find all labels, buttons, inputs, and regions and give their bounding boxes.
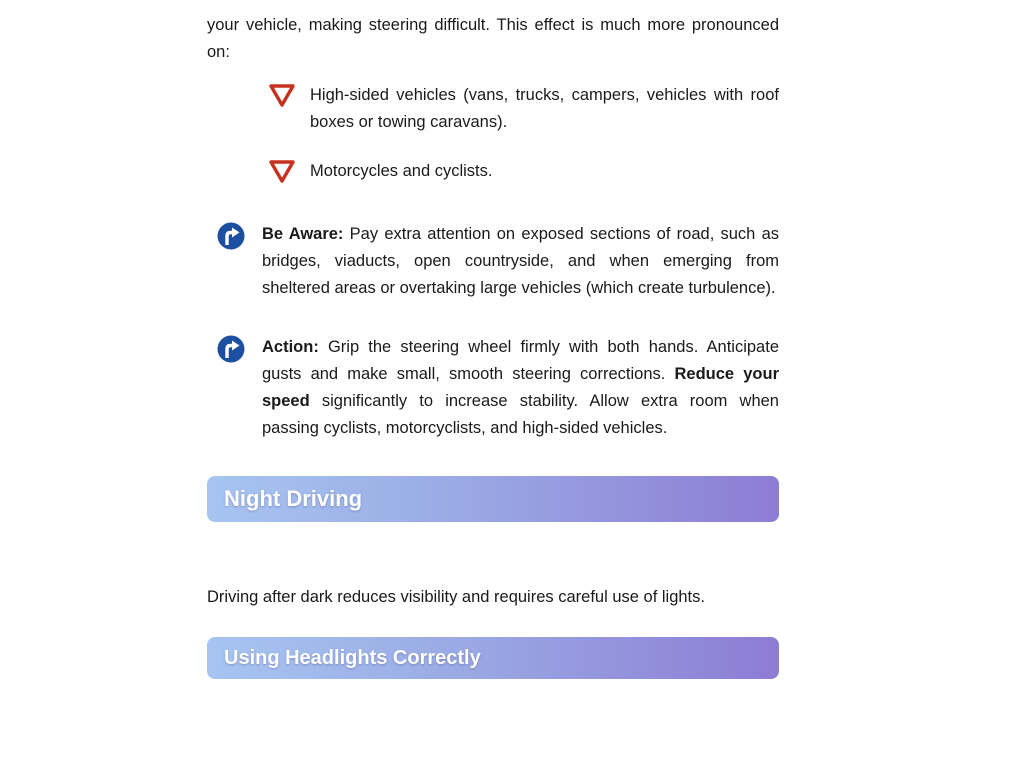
night-driving-paragraph: Driving after dark reduces visibility and requires careful use of lights. bbox=[207, 588, 705, 606]
section-header-using-headlights bbox=[207, 637, 779, 679]
bullet-list bbox=[207, 82, 779, 189]
turn-right-icon bbox=[217, 221, 245, 302]
note-text: Be Aware: Pay extra attention on exposed sections of road, such as bridges, viaducts, open countryside, and when emerging from sheltered areas or overtaking large vehicles (which create turbulence). bbox=[262, 225, 780, 297]
note-action bbox=[207, 334, 779, 442]
intro-paragraph: your vehicle, making steering difficult. This effect is much more pronounced on: bbox=[207, 16, 779, 61]
yield-triangle-icon bbox=[269, 158, 295, 189]
note-text: Action: Grip the steering wheel firmly with both hands. Anticipate gusts and make small, smooth steering corrections. Reduce your speed significantly to increase stability. Allow extra room when passing cyclists, motorcyclists, and high-sided vehicles. bbox=[262, 338, 779, 437]
list-item-text: High-sided vehicles (vans, trucks, campers, vehicles with roof boxes or towing caravans). bbox=[310, 86, 779, 131]
turn-right-icon bbox=[217, 334, 245, 442]
list-item bbox=[207, 82, 779, 136]
document-page bbox=[207, 0, 779, 679]
subsection-title: Using Headlights Correctly bbox=[224, 646, 481, 669]
list-item-text: Motorcycles and cyclists. bbox=[310, 162, 493, 180]
section-title: Night Driving bbox=[224, 486, 363, 511]
section-header-night-driving bbox=[207, 476, 779, 522]
list-item bbox=[207, 158, 779, 189]
yield-triangle-icon bbox=[269, 82, 295, 136]
note-be-aware bbox=[207, 221, 779, 302]
